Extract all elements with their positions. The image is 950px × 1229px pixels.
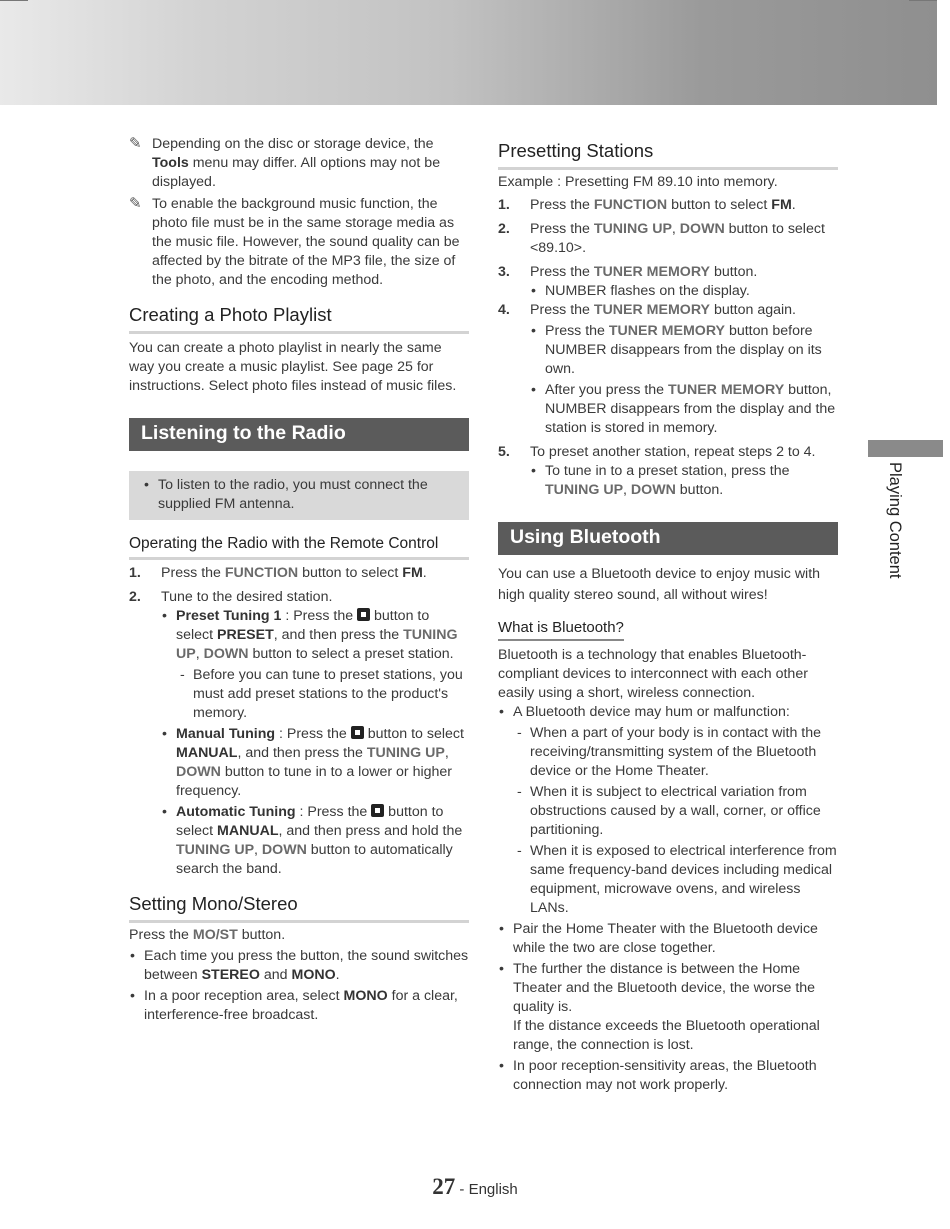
list-item: • A Bluetooth device may hum or malfunction: - When a part of your body is in contact with the receiving/transmitting system of the Bluetooth device or the Home Theater. - When it is subject to electrical variation from obstructions caused by a wall, corner, or office partitioning. - When it is exposed to electrical interference from same frequency-band devices including medical equipment, microwave ovens, and wireless LANs. — [498, 703, 838, 918]
steps-list — [498, 196, 838, 500]
list-item: • Pair the Home Theater with the Bluetooth device while the two are close together. — [498, 920, 838, 958]
list-item: • Press the TUNER MEMORY button before NUMBER disappears from the display on its own. — [530, 322, 838, 379]
square-button-icon — [371, 804, 384, 817]
step: 3. Press the TUNER MEMORY button. • NUMBER flashes on the display. — [498, 263, 838, 301]
subsection-title: What is Bluetooth? — [498, 618, 624, 641]
list-item: • Manual Tuning : Press the button to select MANUAL, and then press the TUNING UP, DOWN button to tune in to a lower or higher frequency. — [161, 725, 469, 801]
step: 2. Tune to the desired station. • Preset Tuning 1 : Press the button to select PRESET, and then press the TUNING UP, DOWN button to select a preset station. - Before you can tune to preset stations, you must add preset stations to the product's memory. • Manual Tuning : Press the button to select MANUAL, and then press the TUNING UP, DOWN button to tune in to a lower or higher frequency. • Automatic Tuning : Press the button to select MANUAL, and then press and hold the TUNING UP, DOWN button to automatically search the band. — [129, 588, 469, 879]
chapter-banner: Using Bluetooth — [498, 522, 838, 555]
step: 1. Press the FUNCTION button to select FM. — [129, 565, 427, 581]
section-title: Setting Mono/Stereo — [129, 892, 469, 923]
steps-list — [129, 564, 469, 879]
note: ✎ Depending on the disc or storage device, the Tools menu may differ. All options may not be displayed. — [129, 135, 441, 190]
list-item: • To listen to the radio, you must connect the supplied FM antenna. — [143, 476, 459, 514]
header-band — [0, 0, 937, 105]
square-button-icon — [351, 726, 364, 739]
side-tab-label: Playing Content — [886, 462, 904, 579]
list-item: • After you press the TUNER MEMORY button, NUMBER disappears from the display and the station is stored in memory. — [530, 381, 838, 438]
paragraph: Press the MO/ST button. — [129, 927, 286, 943]
list-item: • NUMBER flashes on the display. — [530, 282, 838, 301]
step: 5. To preset another station, repeat steps 2 to 4. • To tune in to a preset station, press the TUNING UP, DOWN button. — [498, 443, 838, 500]
paragraph: You can use a Bluetooth device to enjoy music with high quality stereo sound, all without wires! — [498, 566, 821, 603]
list-item: • Preset Tuning 1 : Press the button to select PRESET, and then press the TUNING UP, DOWN button to select a preset station. - Before you can tune to preset stations, you must add preset stations to the product's memory. — [161, 607, 469, 723]
note: ✎ To enable the background music function, the photo file must be in the same storage media as the music file. However, the sound quality can be affected by the bitrate of the MP3 file, the size of the photo, and the encoding method. — [129, 195, 460, 288]
list-item: • In poor reception-sensitivity areas, the Bluetooth connection may not work properly. — [498, 1057, 838, 1095]
list-item: • Each time you press the button, the sound switches between STEREO and MONO. — [129, 947, 469, 985]
crop-mark — [0, 0, 28, 1]
section-title: Creating a Photo Playlist — [129, 303, 469, 334]
list-item: - When it is subject to electrical variation from obstructions caused by a wall, corner, or office partitioning. — [513, 783, 838, 840]
section-title: Presetting Stations — [498, 139, 838, 170]
page-number: 27 — [432, 1174, 456, 1199]
list-item: • To tune in to a preset station, press the TUNING UP, DOWN button. — [530, 462, 838, 500]
square-button-icon — [357, 608, 370, 621]
paragraph: Bluetooth is a technology that enables Bluetooth-compliant devices to interconnect with each other easily using a short, wireless connection. — [498, 647, 808, 701]
step: 2. Press the TUNING UP, DOWN button to select <89.10>. — [498, 221, 825, 256]
pencil-note-icon: ✎ — [129, 135, 142, 152]
paragraph: You can create a photo playlist in nearly the same way you create a music playlist. See page 25 for instructions. Select photo files instead of music files. — [129, 340, 457, 394]
info-box — [129, 471, 469, 520]
list-item: - Before you can tune to preset stations, you must add preset stations to the product's memory. — [176, 666, 469, 723]
right-column — [498, 135, 838, 1095]
list-item: • The further the distance is between the Home Theater and the Bluetooth device, the worse the quality is. If the distance exceeds the Bluetooth operational range, the connection is lost. — [498, 960, 838, 1055]
side-tab-marker — [868, 440, 943, 457]
left-column — [129, 135, 469, 1025]
list-item: • Automatic Tuning : Press the button to select MANUAL, and then press and hold the TUNING UP, DOWN button to automatically search the band. — [161, 803, 469, 879]
section-title: Operating the Radio with the Remote Control — [129, 533, 469, 560]
list-item: - When a part of your body is in contact with the receiving/transmitting system of the Bluetooth device or the Home Theater. — [513, 724, 838, 781]
page-footer — [0, 1174, 950, 1200]
language-label: - English — [455, 1181, 518, 1198]
list-item: - When it is exposed to electrical interference from same frequency-band devices including medical equipment, microwave ovens, and wireless LANs. — [513, 842, 838, 918]
step: 1. Press the FUNCTION button to select FM. — [498, 197, 796, 213]
paragraph: Example : Presetting FM 89.10 into memory. — [498, 174, 778, 190]
pencil-note-icon: ✎ — [129, 195, 142, 212]
list-item: • In a poor reception area, select MONO for a clear, interference-free broadcast. — [129, 987, 469, 1025]
chapter-banner: Listening to the Radio — [129, 418, 469, 451]
crop-mark — [909, 0, 937, 1]
step: 4. Press the TUNER MEMORY button again. • Press the TUNER MEMORY button before NUMBER disappears from the display on its own. • After you press the TUNER MEMORY button, NUMBER disappears from the display and the station is stored in memory. — [498, 301, 838, 438]
